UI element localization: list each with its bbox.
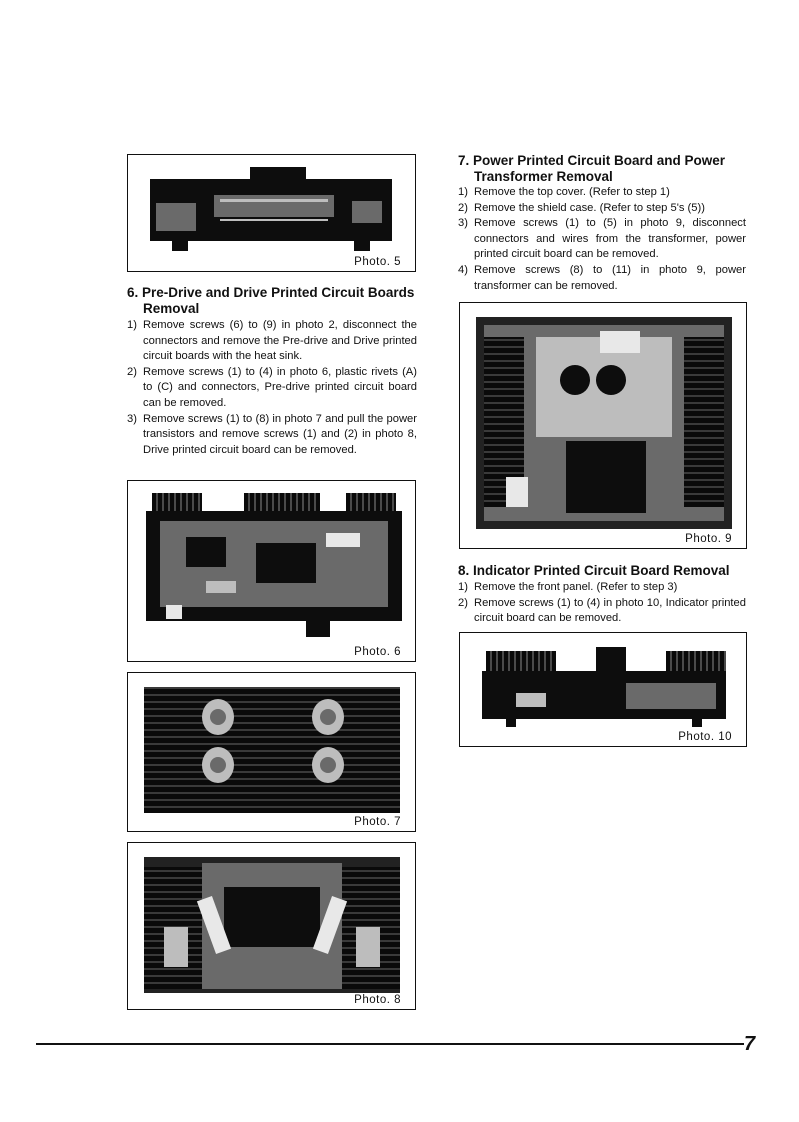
photo-8-frame <box>127 842 416 1010</box>
section-7-step: 1) Remove the top cover. (Refer to step 1) <box>458 186 670 198</box>
footer-rule <box>36 1043 744 1045</box>
photo-10-image <box>476 643 732 727</box>
photo-5-caption: Photo. 5 <box>354 256 401 268</box>
section-7-title: 7. Power Printed Circuit Board and Power Transformer Removal <box>458 153 726 184</box>
section-6-title: 6. Pre-Drive and Drive Printed Circuit Boards Removal <box>127 285 415 316</box>
photo-9-image <box>476 317 732 529</box>
section-6-step: 3) Remove screws (1) to (8) in photo 7 and pull the power transistors and remove screws (1) and (2) in photo 8, Drive printed circuit board can be removed. <box>127 412 417 456</box>
section-8-step: 2) Remove screws (1) to (4) in photo 10, Indicator printed circuit board can be removed. <box>458 596 746 625</box>
photo-10-frame <box>459 632 747 747</box>
photo-6-frame <box>127 480 416 662</box>
photo-7-frame <box>127 672 416 832</box>
section-7-step: 4) Remove screws (8) to (11) in photo 9, power transformer can be removed. <box>458 263 746 292</box>
photo-9-caption: Photo. 9 <box>685 533 732 545</box>
photo-8-image <box>144 857 400 993</box>
photo-10-caption: Photo. 10 <box>678 731 732 743</box>
page-number: 7 <box>744 1033 756 1055</box>
section-6-steps <box>127 318 417 458</box>
section-8-title: 8. Indicator Printed Circuit Board Removal <box>458 563 730 578</box>
photo-9-frame <box>459 302 747 549</box>
photo-6-image <box>146 493 402 641</box>
photo-6-caption: Photo. 6 <box>354 646 401 658</box>
photo-7-caption: Photo. 7 <box>354 816 401 828</box>
section-7-steps <box>458 185 746 294</box>
section-6-step: 2) Remove screws (1) to (4) in photo 6, plastic rivets (A) to (C) and connectors, Pre-drive printed circuit board can be removed. <box>127 365 417 409</box>
section-7-step: 3) Remove screws (1) to (5) in photo 9, disconnect connectors and wires from the transformer, power printed circuit board can be removed. <box>458 217 746 261</box>
photo-5-frame <box>127 154 416 272</box>
section-7-step: 2) Remove the shield case. (Refer to step 5's (5)) <box>458 201 705 214</box>
section-8-step: 1) Remove the front panel. (Refer to step 3) <box>458 581 678 593</box>
photo-5-image <box>142 163 400 253</box>
section-6-step: 1) Remove screws (6) to (9) in photo 2, disconnect the connectors and remove the Pre-drive and Drive printed circuit boards with the heat sink. <box>127 319 417 363</box>
photo-7-image <box>144 687 400 813</box>
section-8-steps <box>458 580 746 627</box>
photo-8-caption: Photo. 8 <box>354 994 401 1006</box>
